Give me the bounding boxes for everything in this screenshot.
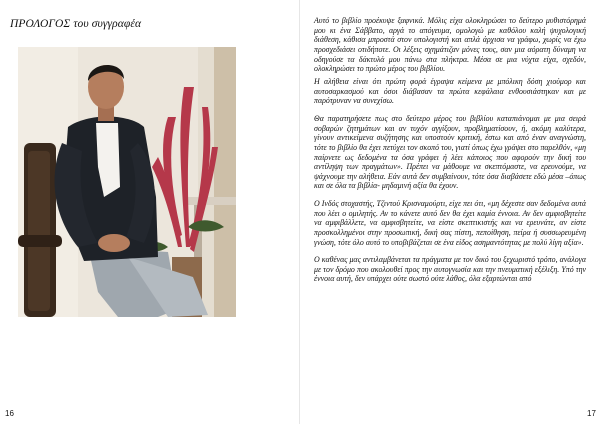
author-photo <box>18 47 236 317</box>
page-heading: ΠΡΟΛΟΓΟΣ του συγγραφέα <box>10 18 142 30</box>
page-number-right: 17 <box>587 409 596 418</box>
preface-text <box>314 16 586 287</box>
paragraph: Ο καθένας μας αντιλαμβάνεται τα πράγματα με τον δικό του ξεχωριστό τρόπο, ανάλογα με τον δρόμο που ακολουθεί προς την αυτογνωσία και την πνευματική εξέλιξη. Υπό την έννοια αυτή, δεν υπάρχει ούτε σωστό ούτε λάθος, όλα εξαρτώνται από <box>314 255 586 284</box>
paragraph: Αυτό το βιβλίο προέκυψε ξαφνικά. Μόλις είχα ολοκληρώσει το δεύτερο μυθιστόρημά μου κι ένα Σάββατο, αργά το απόγευμα, ομολογώ με καθόλου καλή ψυχολογική διάθεση, κάθισα μπροστά στον υπολογιστή και απλά άρχισα να γράφω, χωρίς να έχω προσχεδιάσει οτιδήποτε. Οι λέξεις σχημάτιζαν μόνες τους, σαν μια αόρατη δύναμη να οδηγούσε τα δάκτυλά μου πάνω στα πλήκτρα. Μέσα σε μια νύχτα είχα, σχεδόν, ολοκληρώσει το πρώτο μέρος του βιβλίου. <box>314 16 586 74</box>
paragraph: Ο Ινδός στοχαστής, Τζιντού Κρισναμούρτι, είχε πει ότι, «μη δέχεστε σαν δεδομένα αυτά που λέει ο ομιλητής. Αν το κάνετε αυτό δεν θα έχει καμία έννοια. Αν δεν αμφισβητείτε να αμφιβάλλετε, να αμφισβητείτε, να είστε σκεπτικιστής και να ερευνάτε, αν είστε προσκολλημένοι στην προσωπική, δική σας πίστη, πεποίθηση, πείρα ή συσσωρευμένη γνώση, τότε όλο αυτό το υποβιβάζεται σε ένα είδος ασημαντότητας με πολύ λίγη αξία». <box>314 199 586 247</box>
page-number-left: 16 <box>5 409 14 418</box>
paragraph: Θα παρατηρήσετε πως στο δεύτερο μέρος του βιβλίου καταπιάνομαι με μια σειρά σοβαρών ζητημάτων και αν τυχόν αγγίξουν, προβληματίσουν, ή, ακόμη καλύτερα, γίνουν αντικείμενα συζήτησης και υποστούν κριτική, έστω και από έναν αναγνώστη, τότε το βιβλίο θα έχει πετύχει τον σκοπό του, γιατί όπως έχω γράψει στο παρελθόν, «μη παίρνετε ως δεδομένα τα όσα γράφει ή λέει κάποιος που αφορούν την δική του αντίληψη των πραγμάτων». Πρέπει να μάθουμε να σκεπτόμαστε, να ερευνούμε, να ψάχνουμε την αλήθεια. Εάν αυτά δεν συμβαίνουν, τότε όσα διαβάσετε εδώ μέσα –όπως και σε όλα τα βιβλία- μηδαμινή αξία θα έχουν. <box>314 114 586 191</box>
paragraph: Η αλήθεια είναι ότι πρώτη φορά έγραψα κείμενα με μπόλικη δόση χιούμορ και αυτοσαρκασμού και όσοι διάβασαν τα πρώτα κεφάλαια ενθουσιάστηκαν και με παρότρυναν να συνεχίσω. <box>314 77 586 106</box>
right-page <box>300 0 600 424</box>
